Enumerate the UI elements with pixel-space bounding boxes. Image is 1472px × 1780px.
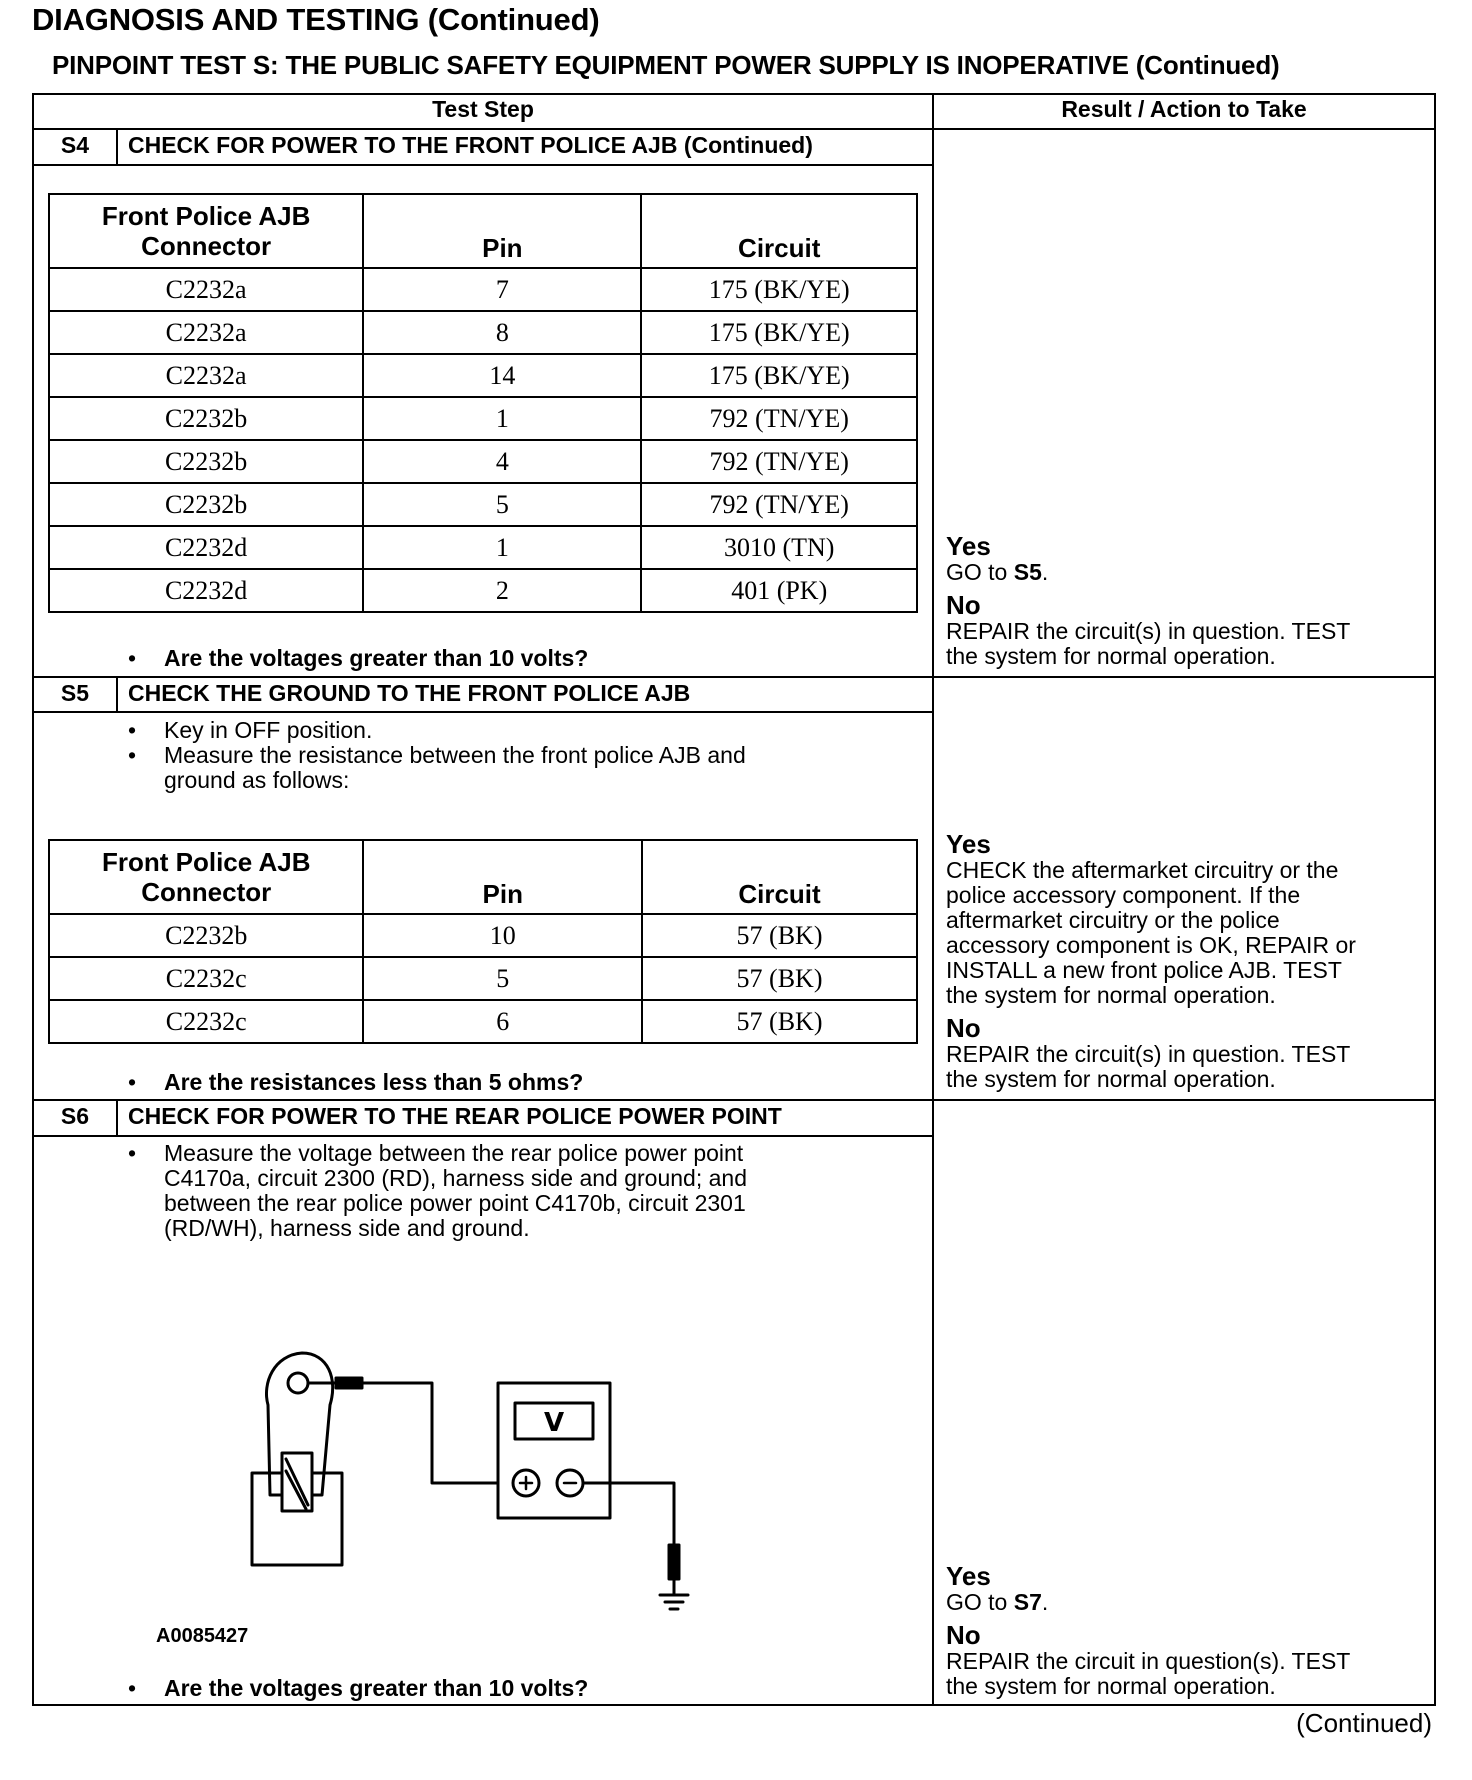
bullet-text: Measure the voltage between the rear police power point [164, 1140, 744, 1166]
table-row [49, 914, 917, 957]
s4-connector-table [48, 193, 918, 613]
no-action-line: REPAIR the circuit(s) in question. TEST [946, 1041, 1351, 1067]
step-title-s6: CHECK FOR POWER TO THE REAR POLICE POWER POINT [128, 1103, 782, 1129]
negative-lead-wire [583, 1483, 674, 1545]
s6-top-rule [32, 1099, 1436, 1101]
cell-circuit: 175 (BK/YE) [641, 268, 917, 311]
cell-pin: 10 [363, 914, 642, 957]
cell-circuit: 57 (BK) [642, 914, 917, 957]
s5-result [946, 830, 1356, 1092]
cell-circuit: 3010 (TN) [641, 526, 917, 569]
s5-id-divider [116, 676, 118, 711]
bullet-text: Key in OFF position. [164, 717, 373, 743]
s4-result [946, 532, 1350, 669]
yes-action-line: INSTALL a new front police AJB. TEST [946, 957, 1342, 983]
cell-pin: 8 [363, 311, 641, 354]
yes-action: GO to S7. [946, 1589, 1049, 1615]
cell-connector: C2232c [49, 957, 363, 1000]
cell-circuit: 175 (BK/YE) [641, 311, 917, 354]
cell-connector: C2232b [49, 914, 363, 957]
header-result: Result / Action to Take [1061, 96, 1307, 122]
s4-title-rule [32, 164, 934, 166]
question-text: Are the voltages greater than 10 volts? [164, 1675, 589, 1701]
yes-action-line: CHECK the aftermarket circuitry or the [946, 857, 1339, 883]
no-action-line: the system for normal operation. [946, 1673, 1276, 1699]
cell-circuit: 401 (PK) [641, 569, 917, 612]
yes-label: Yes [946, 531, 991, 561]
cell-circuit: 792 (TN/YE) [641, 397, 917, 440]
cell-connector: C2232b [49, 483, 363, 526]
cell-circuit: 175 (BK/YE) [641, 354, 917, 397]
page-heading: DIAGNOSIS AND TESTING (Continued) [32, 2, 600, 37]
table-row [49, 311, 917, 354]
table-header-circuit: Circuit [642, 840, 917, 914]
cell-connector: C2232d [49, 526, 363, 569]
yes-action-line: accessory component is OK, REPAIR or [946, 932, 1356, 958]
table-row [49, 354, 917, 397]
no-label: No [946, 590, 981, 620]
cell-pin: 7 [363, 268, 641, 311]
cell-connector: C2232a [49, 354, 363, 397]
pinpoint-test-title: PINPOINT TEST S: THE PUBLIC SAFETY EQUIPMENT POWER SUPPLY IS INOPERATIVE (Continued) [52, 50, 1280, 80]
cell-pin: 1 [363, 397, 641, 440]
column-divider [932, 93, 934, 1706]
no-action-line: the system for normal operation. [946, 643, 1276, 669]
cell-pin: 6 [363, 1000, 642, 1043]
cell-connector: C2232a [49, 268, 363, 311]
bullet-dot: • [128, 645, 137, 671]
table-row [49, 569, 917, 612]
yes-label: Yes [946, 1561, 991, 1591]
cell-pin: 1 [363, 526, 641, 569]
cell-connector: C2232d [49, 569, 363, 612]
step-title-s5: CHECK THE GROUND TO THE FRONT POLICE AJB [128, 680, 691, 706]
step-id-s5: S5 [60, 680, 90, 706]
yes-action-line: the system for normal operation. [946, 982, 1276, 1008]
step-title-s4: CHECK FOR POWER TO THE FRONT POLICE AJB (Continued) [128, 132, 813, 158]
cell-pin: 5 [363, 957, 642, 1000]
bullet-text: C4170a, circuit 2300 (RD), harness side and ground; and [164, 1165, 748, 1191]
no-label: No [946, 1620, 981, 1650]
s4-id-divider [116, 128, 118, 164]
cell-pin: 4 [363, 440, 641, 483]
cell-connector: C2232b [49, 440, 363, 483]
table-row [49, 483, 917, 526]
s5-connector-table [48, 839, 918, 1044]
header-test-step: Test Step [432, 96, 534, 122]
table-header-pin: Pin [363, 840, 642, 914]
figure-id: A0085427 [156, 1625, 249, 1647]
yes-label: Yes [946, 829, 991, 859]
bullet-text: between the rear police power point C4170b, circuit 2301 [164, 1190, 746, 1216]
bullet-dot: • [128, 1675, 137, 1701]
cell-pin: 5 [363, 483, 641, 526]
no-action-line: REPAIR the circuit(s) in question. TEST [946, 618, 1351, 644]
question-text: Are the resistances less than 5 ohms? [164, 1069, 584, 1095]
s6-title-rule [32, 1135, 934, 1137]
bullet-text: ground as follows: [164, 767, 350, 793]
positive-lead-wire [362, 1383, 498, 1483]
step-id-s6: S6 [60, 1103, 90, 1129]
table-header-connector: Front Police AJB Connector [49, 194, 363, 268]
bullet-dot: • [128, 742, 137, 768]
cell-circuit: 57 (BK) [642, 1000, 917, 1043]
header-rule [32, 128, 1436, 130]
question-text: Are the voltages greater than 10 volts? [164, 645, 589, 671]
cell-connector: C2232a [49, 311, 363, 354]
table-row [49, 957, 917, 1000]
cell-circuit: 792 (TN/YE) [641, 483, 917, 526]
s5-title-rule [32, 711, 934, 713]
bullet-text: Measure the resistance between the front police AJB and [164, 742, 746, 768]
voltmeter-test-illustration [240, 1345, 720, 1625]
table-row [49, 440, 917, 483]
cell-connector: C2232b [49, 397, 363, 440]
yes-action-line: aftermarket circuitry or the police [946, 907, 1280, 933]
cell-pin: 2 [363, 569, 641, 612]
voltmeter-symbol: V [543, 1408, 565, 1438]
step-reference: S5 [1013, 559, 1042, 585]
table-header-pin: Pin [363, 194, 641, 268]
no-action-line: REPAIR the circuit in question(s). TEST [946, 1648, 1351, 1674]
bullet-text: (RD/WH), harness side and ground. [164, 1215, 530, 1241]
table-row [49, 397, 917, 440]
cell-pin: 14 [363, 354, 641, 397]
step-reference: S7 [1013, 1589, 1042, 1615]
step-id-s4: S4 [60, 132, 90, 158]
s6-id-divider [116, 1099, 118, 1135]
table-header-connector: Front Police AJB Connector [49, 840, 363, 914]
cell-connector: C2232c [49, 1000, 363, 1043]
ground-clip-icon [669, 1545, 679, 1579]
no-label: No [946, 1013, 981, 1043]
bullet-dot: • [128, 717, 137, 743]
table-row [49, 1000, 917, 1043]
cell-circuit: 792 (TN/YE) [641, 440, 917, 483]
table-header-circuit: Circuit [641, 194, 917, 268]
bullet-dot: • [128, 1140, 137, 1166]
probe-tip-icon [288, 1373, 308, 1393]
s6-result [946, 1562, 1350, 1699]
s5-top-rule [32, 676, 1436, 678]
table-row [49, 526, 917, 569]
cell-circuit: 57 (BK) [642, 957, 917, 1000]
table-row [49, 268, 917, 311]
no-action-line: the system for normal operation. [946, 1066, 1276, 1092]
continued-footer: (Continued) [1296, 1708, 1432, 1738]
yes-action: GO to S5. [946, 559, 1049, 585]
bullet-dot: • [128, 1069, 137, 1095]
yes-action-line: police accessory component. If the [946, 882, 1301, 908]
probe-lead-clip-icon [336, 1378, 362, 1388]
